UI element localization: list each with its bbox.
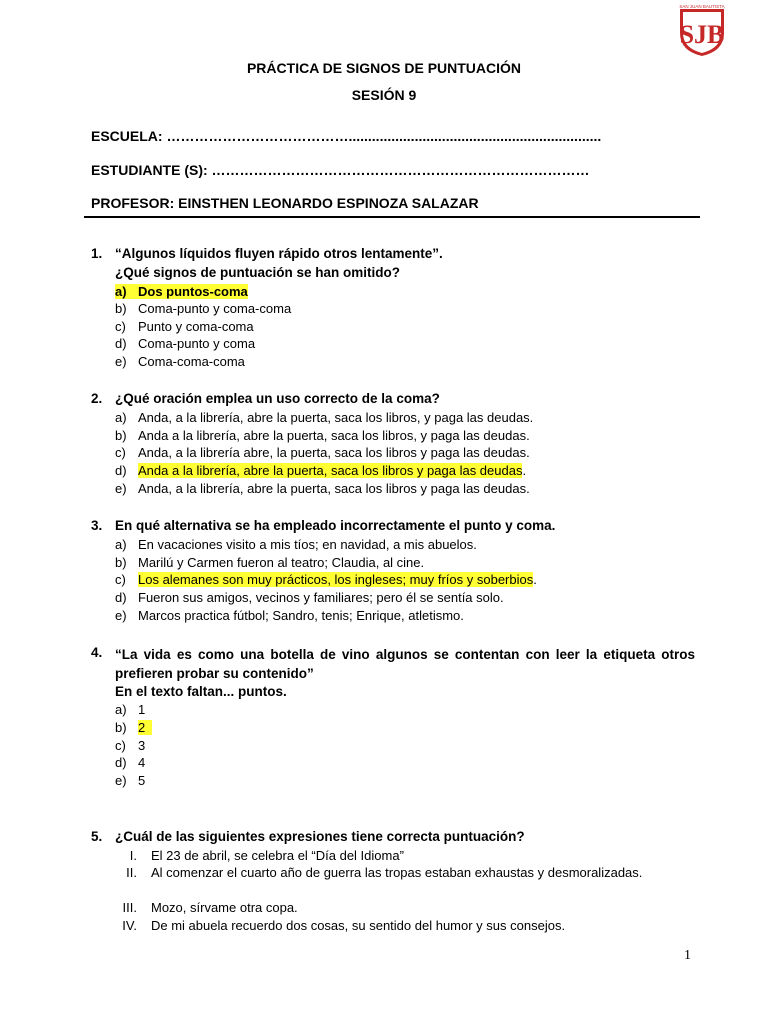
option-d: d) Fueron sus amigos, vecinos y familiares; pero él se sentía solo. bbox=[115, 590, 504, 605]
option-e: e) Anda, a la librería, abre la puerta, saca los libros y paga las deudas. bbox=[115, 481, 530, 496]
option-e: e) Marcos practica fútbol; Sandro, tenis; Enrique, atletismo. bbox=[115, 608, 464, 623]
session-label: SESIÓN 9 bbox=[351, 87, 417, 103]
option-c: c) Punto y coma-coma bbox=[115, 319, 254, 334]
option-c: c) Anda, a la librería abre, la puerta, saca los libros y paga las deudas. bbox=[115, 445, 530, 460]
highlighted-answer: Los alemanes son muy prácticos, los ingleses; muy fríos y soberbios bbox=[138, 572, 534, 587]
teacher-field: PROFESOR: EINSTHEN LEONARDO ESPINOZA SALAZAR bbox=[91, 195, 479, 211]
option-a: a) Anda, a la librería, abre la puerta, saca los libros, y paga las deudas. bbox=[115, 410, 534, 425]
option-c: c) 3 bbox=[115, 738, 146, 753]
option-a: a) Dos puntos-coma bbox=[115, 284, 248, 299]
question-number: 3. bbox=[91, 518, 103, 533]
university-logo bbox=[676, 3, 728, 57]
option-a: a) En vacaciones visito a mis tíos; en navidad, a mis abuelos. bbox=[115, 537, 477, 552]
school-field: ESCUELA: …………………………………................................................................. bbox=[91, 128, 602, 144]
question-text: En el texto faltan... puntos. bbox=[115, 684, 287, 699]
question-text: “La vida es como una botella de vino algunos se contentan con leer la etiqueta otros prefieren probar su contenido” bbox=[115, 647, 695, 681]
question-text: ¿Qué signos de puntuación se han omitido? bbox=[115, 265, 401, 280]
page-title: PRÁCTICA DE SIGNOS DE PUNTUACIÓN bbox=[246, 60, 522, 76]
question-text: En qué alternativa se ha empleado incorrectamente el punto y coma. bbox=[115, 518, 556, 533]
option-e: e) Coma-coma-coma bbox=[115, 354, 245, 369]
option-b: b) 2 bbox=[115, 719, 152, 737]
logo-arc-text: SAN JUAN BAUTISTA bbox=[679, 4, 725, 9]
option-d: d) Coma-punto y coma bbox=[115, 336, 256, 351]
option-b: b) Anda a la librería, abre la puerta, saca los libros, y paga las deudas. bbox=[115, 428, 530, 443]
page-number: 1 bbox=[684, 948, 691, 963]
header-divider bbox=[84, 216, 700, 218]
highlighted-answer: Anda a la librería, abre la puerta, saca los libros y paga las deudas bbox=[138, 463, 523, 478]
option-e: e) 5 bbox=[115, 773, 146, 788]
question-number: 1. bbox=[91, 246, 103, 261]
question-number: 2. bbox=[91, 391, 103, 406]
option-d: d) 4 bbox=[115, 755, 146, 770]
option-d: d) Anda a la librería, abre la puerta, saca los libros y paga las deudas. bbox=[115, 463, 527, 478]
option-b: b) Coma-punto y coma-coma bbox=[115, 301, 292, 316]
option-b: b) Marilú y Carmen fueron al teatro; Claudia, al cine. bbox=[115, 555, 425, 570]
option-c: c) Los alemanes son muy prácticos, los ingleses; muy fríos y soberbios. bbox=[115, 572, 537, 587]
question-text: ¿Cuál de las siguientes expresiones tiene correcta puntuación? bbox=[115, 829, 525, 844]
student-field: ESTUDIANTE (S): ……………………………………………………………………… bbox=[91, 162, 590, 178]
question-number: 5. bbox=[91, 829, 103, 844]
highlighted-answer: 2 bbox=[138, 720, 152, 735]
question-number: 4. bbox=[91, 645, 103, 660]
question-text: ¿Qué oración emplea un uso correcto de la coma? bbox=[115, 391, 440, 406]
question-text: “Algunos líquidos fluyen rápido otros lentamente”. bbox=[115, 246, 443, 261]
option-a: a) 1 bbox=[115, 702, 146, 717]
logo-letters: SJB bbox=[679, 20, 725, 49]
